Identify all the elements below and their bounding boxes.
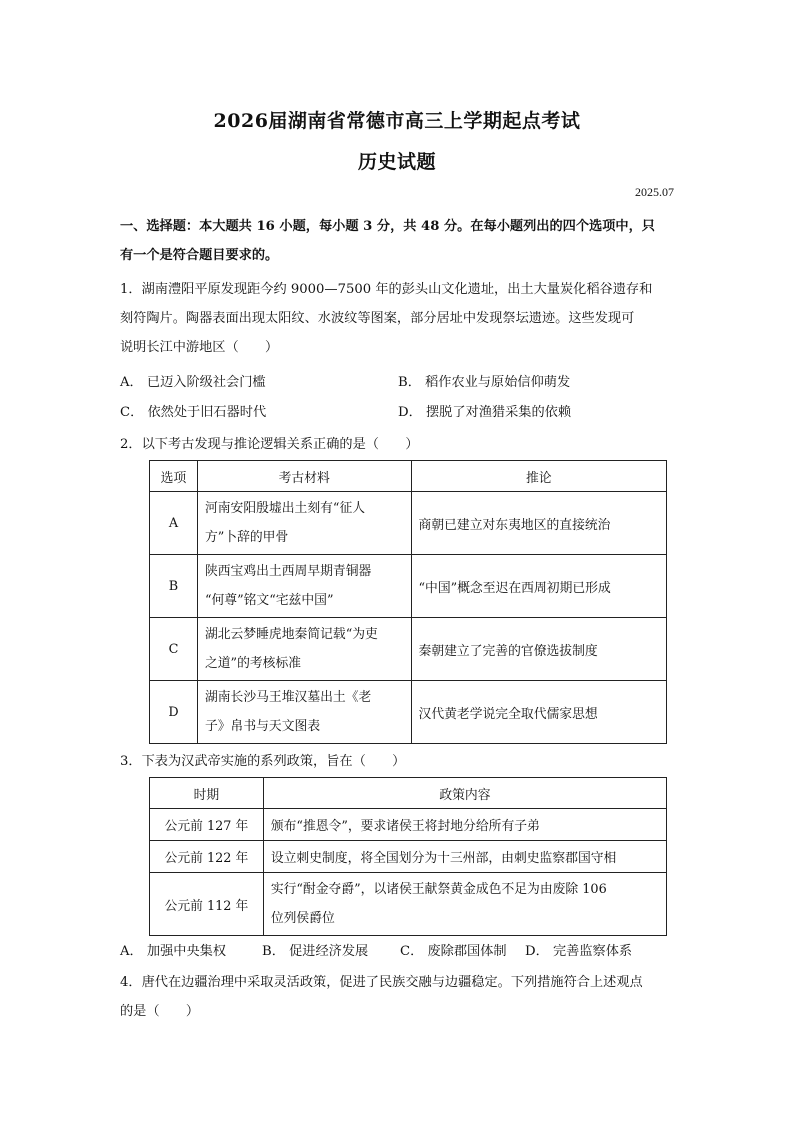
- row-inference: 汉代黄老学说完全取代儒家思想: [411, 681, 666, 744]
- row-inference: “中国”概念至迟在西周初期已形成: [411, 555, 666, 618]
- content-line: 实行“酎金夺爵”，以诸侯王献祭黄金成色不足为由废除 106: [270, 882, 607, 897]
- table-row: [150, 809, 667, 841]
- question-3-stem: [120, 747, 676, 776]
- row-period: 公元前 112 年: [150, 873, 264, 936]
- header-content: 政策内容: [263, 778, 666, 809]
- material-line: 河南安阳殷墟出土刻有“征人: [204, 501, 366, 516]
- table-row: [150, 555, 667, 618]
- row-material: [197, 492, 411, 555]
- question-1-stem: [120, 275, 676, 362]
- table-row: [150, 492, 667, 555]
- question-4-line: 的是（ ）: [120, 1004, 200, 1019]
- question-1-option-a[interactable]: A． 已迈入阶级社会门槛: [120, 375, 266, 390]
- row-period: 公元前 127 年: [150, 809, 264, 841]
- material-line: 陕西宝鸡出土西周早期青铜器: [204, 564, 372, 579]
- question-3-option-d[interactable]: D． 完善监察体系: [525, 944, 633, 959]
- row-material: [197, 555, 411, 618]
- material-line: 湖南长沙马王堆汉墓出土《老: [204, 690, 372, 705]
- material-line: 子》帛书与天文图表: [204, 719, 321, 734]
- header-option: 选项: [150, 461, 198, 492]
- row-option: C: [150, 618, 198, 681]
- question-3-table: [149, 777, 667, 936]
- question-1-options-row2: [120, 398, 676, 427]
- question-1-line: 刻符陶片。陶器表面出现太阳纹、水波纹等图案，部分居址中发现祭坛遗迹。这些发现可: [120, 311, 635, 326]
- exam-title: 2026届湖南省常德市高三上学期起点考试: [213, 110, 581, 132]
- question-3-option-c[interactable]: C． 废除郡国体制: [400, 944, 507, 959]
- exam-subject: 历史试题: [357, 151, 436, 173]
- exam-date: 2025.07: [635, 185, 674, 199]
- table-header-row: [150, 778, 667, 809]
- content-line: 位列侯爵位: [270, 911, 335, 926]
- header-inference: 推论: [411, 461, 666, 492]
- row-content: 设立刺史制度，将全国划分为十三州部，由刺史监察郡国守相: [263, 841, 666, 873]
- question-1-line: 说明长江中游地区（ ）: [120, 340, 279, 355]
- material-line: 湖北云梦睡虎地秦简记载“为吏: [204, 627, 378, 642]
- question-3-line: 3．下表为汉武帝实施的系列政策，旨在（ ）: [120, 754, 406, 769]
- question-4-stem: [120, 968, 676, 1026]
- header-material: 考古材料: [197, 461, 411, 492]
- table-row: [150, 618, 667, 681]
- row-content: [263, 873, 666, 936]
- section-instructions-line: 一、选择题：本大题共 16 小题，每小题 3 分，共 48 分。在每小题列出的四个选项中，只: [120, 219, 655, 234]
- row-material: [197, 618, 411, 681]
- row-inference: 秦朝建立了完善的官僚选拔制度: [411, 618, 666, 681]
- row-option: D: [150, 681, 198, 744]
- question-1-line: 1．湖南澧阳平原发现距今约 9000—7500 年的彭头山文化遗址，出土大量炭化稻谷遗存和: [120, 282, 653, 297]
- material-line: 方”卜辞的甲骨: [204, 530, 289, 545]
- question-3-option-a[interactable]: A． 加强中央集权: [120, 944, 227, 959]
- table-row: [150, 681, 667, 744]
- table-header-row: [150, 461, 667, 492]
- row-period: 公元前 122 年: [150, 841, 264, 873]
- table-row: [150, 873, 667, 936]
- question-3-option-b[interactable]: B． 促进经济发展: [262, 944, 369, 959]
- row-material: [197, 681, 411, 744]
- question-1-option-c[interactable]: C． 依然处于旧石器时代: [120, 405, 267, 420]
- table-row: [150, 841, 667, 873]
- question-4-line: 4．唐代在边疆治理中采取灵活政策，促进了民族交融与边疆稳定。下列措施符合上述观点: [120, 975, 643, 990]
- question-2-line: 2．以下考古发现与推论逻辑关系正确的是（ ）: [120, 437, 419, 452]
- question-1-option-b[interactable]: B． 稻作农业与原始信仰萌发: [398, 375, 571, 390]
- question-1-options-row1: [120, 368, 676, 397]
- question-1-option-d[interactable]: D． 摆脱了对渔猎采集的依赖: [398, 405, 572, 420]
- header-period: 时期: [150, 778, 264, 809]
- section-instructions: [120, 212, 676, 270]
- material-line: “何尊”铭文“宅兹中国”: [204, 593, 334, 608]
- row-option: B: [150, 555, 198, 618]
- row-option: A: [150, 492, 198, 555]
- question-2-table: [149, 460, 667, 744]
- section-instructions-line: 有一个是符合题目要求的。: [120, 248, 279, 263]
- row-inference: 商朝已建立对东夷地区的直接统治: [411, 492, 666, 555]
- material-line: 之道”的考核标准: [204, 656, 302, 671]
- question-2-stem: [120, 430, 676, 459]
- row-content: 颁布“推恩令”，要求诸侯王将封地分给所有子弟: [263, 809, 666, 841]
- question-3-options: [120, 937, 676, 966]
